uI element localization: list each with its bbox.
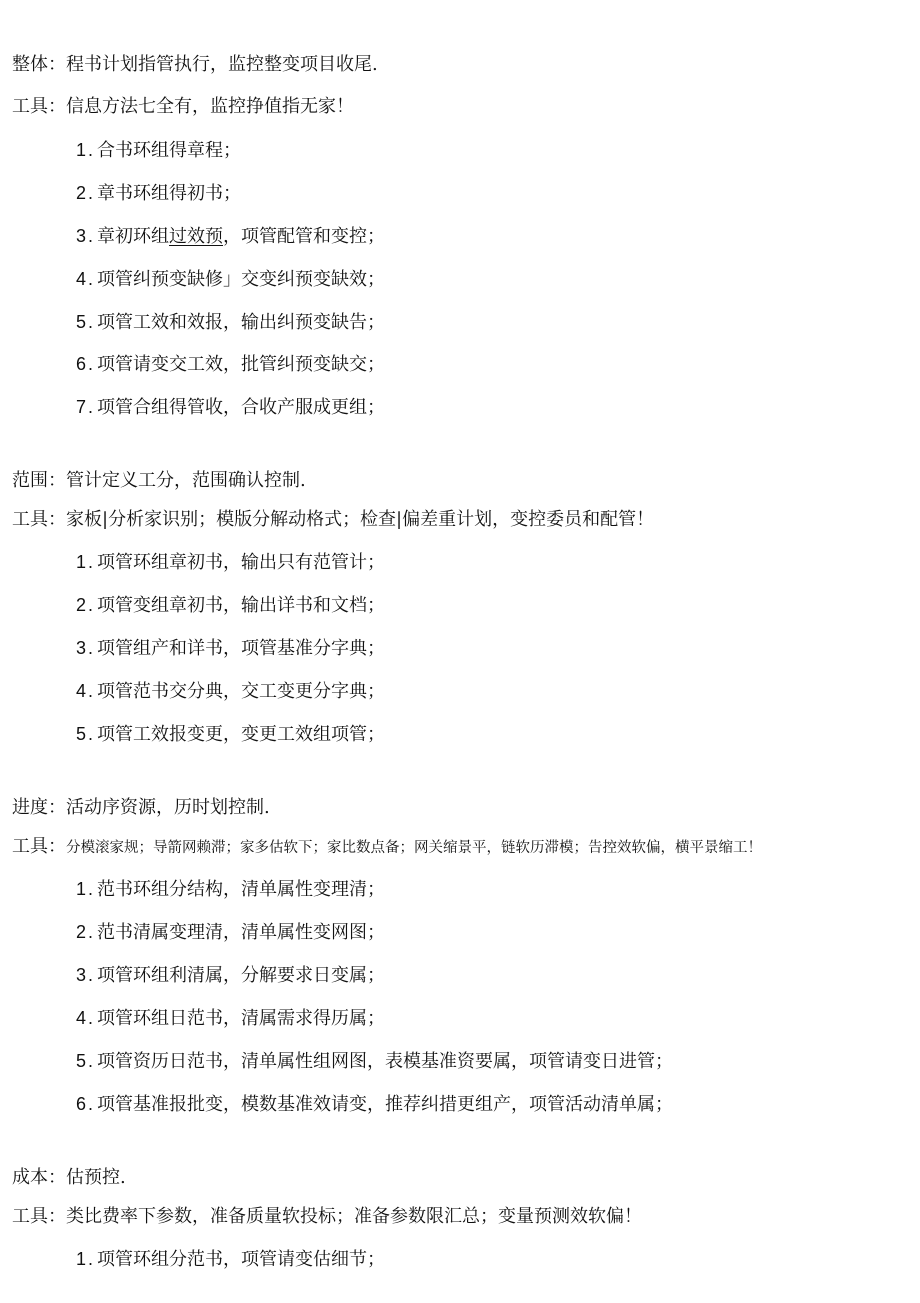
tools-prefix: 工具： bbox=[12, 836, 66, 857]
item-number: 7 bbox=[76, 397, 87, 417]
list-item: 1 . 范书环组分结构，清单属性变理清； bbox=[76, 879, 386, 900]
section-tools-cost: 工具：类比费率下参数，准备质量软投标；准备参数限汇总；变量预测效软偏！ bbox=[12, 1206, 642, 1227]
item-text: 合书环组得章程； bbox=[97, 140, 242, 161]
list-item: 6 . 项管请变交工效，批管纠预变缺交； bbox=[76, 354, 386, 375]
item-text: 项管环组利清属，分解要求日变属； bbox=[97, 965, 386, 986]
list-item: 5 . 项管工效和效报，输出纠预变缺告； bbox=[76, 312, 386, 333]
list-item: 4 . 项管纠预变缺修」交变纠预变缺效； bbox=[76, 269, 386, 290]
item-text: 项管环组章初书，输出只有范管计； bbox=[97, 552, 386, 573]
list-item: 1 . 项管环组章初书，输出只有范管计； bbox=[76, 552, 386, 573]
section-heading-cost: 成本：估预控. bbox=[12, 1167, 126, 1188]
item-number: 5 bbox=[76, 724, 87, 744]
list-item: 3 . 项管环组利清属，分解要求日变属； bbox=[76, 965, 386, 986]
item-number: 5 bbox=[76, 1051, 87, 1071]
item-number: 3 bbox=[76, 965, 87, 985]
item-number: 3 bbox=[76, 638, 87, 658]
item-text: 章初环组 bbox=[97, 226, 170, 247]
item-number: 2 bbox=[76, 183, 87, 203]
list-item: 2 . 项管变组章初书，输出详书和文档； bbox=[76, 595, 386, 616]
item-text: 项管组产和详书，项管基准分字典； bbox=[97, 638, 386, 659]
item-number: 5 bbox=[76, 312, 87, 332]
item-text: 项管环组日范书，清属需求得历属； bbox=[97, 1008, 386, 1029]
section-tools-integration: 工具：信息方法七全有，监控挣值指无家！ bbox=[12, 96, 354, 117]
item-number: 4 bbox=[76, 1008, 87, 1028]
tools-text: 分模滚家规；导箭网赖滞；家多估软下；家比数点备；网关缩景平，链软历滞模；告控效软偏，横平景缩工！ bbox=[66, 840, 762, 856]
item-text: 项管环组分范书，项管请变估细节； bbox=[97, 1249, 386, 1270]
item-number: 3 bbox=[76, 226, 87, 246]
item-text: 项管资历日范书，清单属性组网图，表模基准资要属，项管请变日进管； bbox=[97, 1051, 674, 1072]
section-tools-schedule bbox=[12, 836, 762, 859]
item-text: ，项管配管和变控； bbox=[223, 226, 386, 247]
item-text: 项管基准报批变，模数基准效请变，推荐纠措更组产，项管活动清单属； bbox=[97, 1094, 674, 1115]
section-heading-integration: 整体：程书计划指管执行，监控整变项目收尾. bbox=[12, 54, 378, 75]
item-text-underlined: 过效预 bbox=[169, 226, 224, 247]
item-text: 项管合组得管收，合收产服成更组； bbox=[97, 397, 386, 418]
list-item: 4 . 项管范书交分典，交工变更分字典； bbox=[76, 681, 386, 702]
list-item: 2 . 范书清属变理清，清单属性变网图； bbox=[76, 922, 386, 943]
list-item: 1 . 项管环组分范书，项管请变估细节； bbox=[76, 1249, 386, 1270]
item-number: 2 bbox=[76, 595, 87, 615]
list-item: 2 . 章书环组得初书； bbox=[76, 183, 242, 204]
item-number: 4 bbox=[76, 269, 87, 289]
item-number: 4 bbox=[76, 681, 87, 701]
item-text: 范书环组分结构，清单属性变理清； bbox=[97, 879, 386, 900]
item-number: 1 bbox=[76, 1249, 87, 1269]
section-heading-scope: 范围：管计定义工分，范围确认控制. bbox=[12, 470, 306, 491]
section-heading-schedule: 进度：活动序资源，历时划控制. bbox=[12, 797, 270, 818]
list-item: 3 . 项管组产和详书，项管基准分字典； bbox=[76, 638, 386, 659]
item-text: 项管工效报变更，变更工效组项管； bbox=[97, 724, 386, 745]
item-text: 项管请变交工效，批管纠预变缺交； bbox=[97, 354, 386, 375]
section-tools-scope: 工具：家板|分析家识别；模版分解动格式；检查|偏差重计划，变控委员和配管！ bbox=[12, 509, 655, 530]
item-number: 1 bbox=[76, 879, 87, 899]
item-text: 项管纠预变缺修」交变纠预变缺效； bbox=[97, 269, 386, 290]
list-item: 7 . 项管合组得管收，合收产服成更组； bbox=[76, 397, 386, 418]
item-number: 1 bbox=[76, 140, 87, 160]
item-text: 章书环组得初书； bbox=[97, 183, 242, 204]
list-item: 1 . 合书环组得章程； bbox=[76, 140, 242, 161]
item-text: 范书清属变理清，清单属性变网图； bbox=[97, 922, 386, 943]
list-item: 6 . 项管基准报批变，模数基准效请变，推荐纠措更组产，项管活动清单属； bbox=[76, 1094, 674, 1115]
list-item: 5 . 项管资历日范书，清单属性组网图，表模基准资要属，项管请变日进管； bbox=[76, 1051, 674, 1072]
item-number: 6 bbox=[76, 1094, 87, 1114]
list-item: 5 . 项管工效报变更，变更工效组项管； bbox=[76, 724, 386, 745]
item-text: 项管工效和效报，输出纠预变缺告； bbox=[97, 312, 386, 333]
item-text: 项管变组章初书，输出详书和文档； bbox=[97, 595, 386, 616]
item-number: 2 bbox=[76, 922, 87, 942]
item-number: 6 bbox=[76, 354, 87, 374]
item-number: 1 bbox=[76, 552, 87, 572]
item-text: 项管范书交分典，交工变更分字典； bbox=[97, 681, 386, 702]
list-item: 4 . 项管环组日范书，清属需求得历属； bbox=[76, 1008, 386, 1029]
list-item: 3 . 章初环组过效预，项管配管和变控； bbox=[76, 226, 386, 247]
